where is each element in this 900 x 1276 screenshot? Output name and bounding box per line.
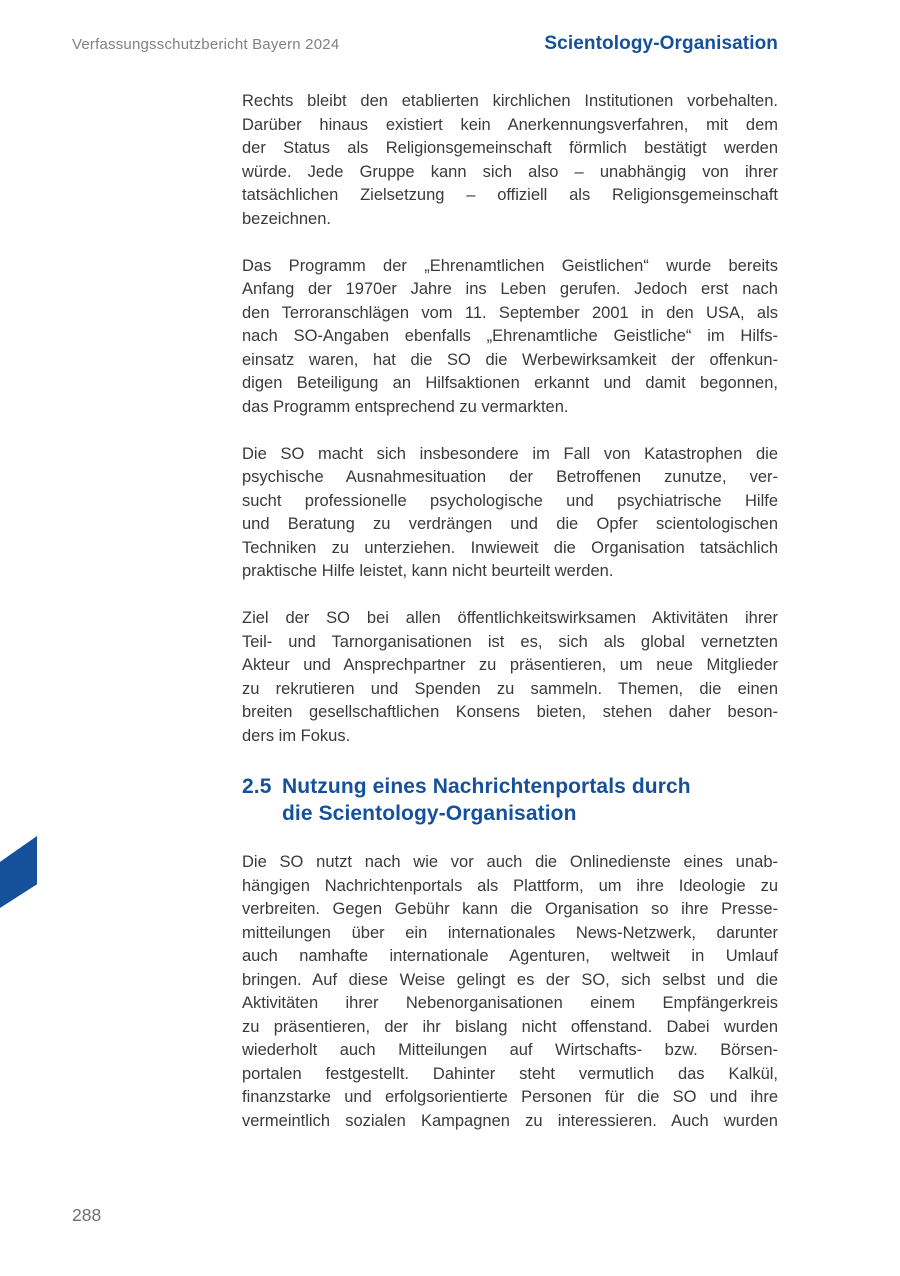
text-line: tatsächlichen Zielsetzung – offiziell als Religionsgemeinschaft <box>242 186 778 204</box>
text-line: bezeichnen. <box>242 209 331 228</box>
text-line: Das Programm der „Ehrenamtlichen Geistlichen“ wurde bereits <box>242 256 778 275</box>
section-number: 2.5 <box>242 775 272 798</box>
content-column <box>242 90 778 1133</box>
text-line: sucht professionelle psychologische und psychiatrische Hilfe <box>242 491 778 510</box>
running-header-section: Scientology-Organisation <box>544 33 778 54</box>
running-header <box>72 33 778 55</box>
text-line: Darüber hinaus existiert kein Anerkennungsverfahren, mit dem <box>242 115 778 134</box>
text-line: zu präsentieren, der ihr bislang nicht offenstand. Dabei wurden <box>242 1017 778 1036</box>
text-line: Ziel der SO bei allen öffentlichkeitswirksamen Aktivitäten ihrer <box>242 609 778 627</box>
text-line: würde. Jede Gruppe kann sich also – unabhängig von ihrer <box>242 162 778 181</box>
text-line: portalen festgestellt. Dahinter steht vermutlich das Kalkül, <box>242 1064 778 1083</box>
text-line: ders im Fokus. <box>242 726 351 745</box>
text-line: Anfang der 1970er Jahre ins Leben gerufen. Jedoch erst nach <box>242 280 778 298</box>
body-paragraph <box>242 851 778 1133</box>
text-line: verbreiten. Gegen Gebühr kann die Organisation so ihre Presse- <box>242 900 778 918</box>
text-line: finanzstarke und erfolgsorientierte Personen für die SO und ihre <box>242 1088 778 1106</box>
text-line: einsatz waren, hat die SO die Werbewirksamkeit der offenkun- <box>242 350 778 369</box>
text-line: Akteur und Ansprechpartner zu präsentieren, um neue Mitglieder <box>242 656 778 674</box>
text-line: mitteilungen über ein internationales News-Netzwerk, darunter <box>242 923 778 942</box>
body-paragraph <box>242 443 778 584</box>
text-line: Die SO macht sich insbesondere im Fall von Katastrophen die <box>242 444 778 463</box>
text-line: nach SO-Angaben ebenfalls „Ehrenamtliche Geistliche“ im Hilfs- <box>242 327 778 345</box>
text-line: digen Beteiligung an Hilfsaktionen erkannt und damit begonnen, <box>242 374 778 392</box>
text-line: Teil- und Tarnorganisationen ist es, sich als global vernetzten <box>242 632 778 651</box>
text-line: breiten gesellschaftlichen Konsens bieten, stehen daher beson- <box>242 703 778 721</box>
text-line: wiederholt auch Mitteilungen auf Wirtschafts- bzw. Börsen- <box>242 1041 778 1059</box>
text-line: hängigen Nachrichtenportals als Plattform, um ihre Ideologie zu <box>242 876 778 895</box>
text-line: praktische Hilfe leistet, kann nicht beurteilt werden. <box>242 562 614 580</box>
body-paragraph <box>242 255 778 420</box>
text-line: bringen. Auf diese Weise gelingt es der SO, sich selbst und die <box>242 970 778 989</box>
text-line: zu rekrutieren und Spenden zu sammeln. Themen, die einen <box>242 679 778 698</box>
text-line: auch namhafte internationale Agenturen, weltweit in Umlauf <box>242 947 778 965</box>
text-line: Die SO nutzt nach wie vor auch die Onlinedienste eines unab- <box>242 853 778 871</box>
section-title-line: die Scientology-Organisation <box>282 802 577 825</box>
section-title-line: Nutzung eines Nachrichtenportals durch <box>282 775 691 798</box>
page-number: 288 <box>72 1205 102 1225</box>
text-line: Techniken zu unterziehen. Inwieweit die Organisation tatsächlich <box>242 538 778 557</box>
text-line: psychische Ausnahmesituation der Betroffenen zunutze, ver- <box>242 468 778 486</box>
margin-accent-parallelogram <box>0 836 37 908</box>
text-line: Rechts bleibt den etablierten kirchlichen Institutionen vorbehalten. <box>242 92 778 110</box>
section-title <box>282 773 778 827</box>
body-paragraph <box>242 607 778 748</box>
text-line: und Beratung zu verdrängen und die Opfer scientologischen <box>242 515 778 533</box>
text-line: vermeintlich sozialen Kampagnen zu interessieren. Auch wurden <box>242 1111 778 1130</box>
body-paragraph <box>242 90 778 231</box>
text-line: den Terroranschlägen vom 11. September 2001 in den USA, als <box>242 303 778 322</box>
running-header-title: Verfassungsschutzbericht Bayern 2024 <box>72 36 340 53</box>
section-heading <box>242 773 778 827</box>
text-line: Aktivitäten ihrer Nebenorganisationen einem Empfängerkreis <box>242 994 778 1012</box>
text-line: das Programm entsprechend zu vermarkten. <box>242 397 569 416</box>
text-line: der Status als Religionsgemeinschaft förmlich bestätigt werden <box>242 139 778 157</box>
